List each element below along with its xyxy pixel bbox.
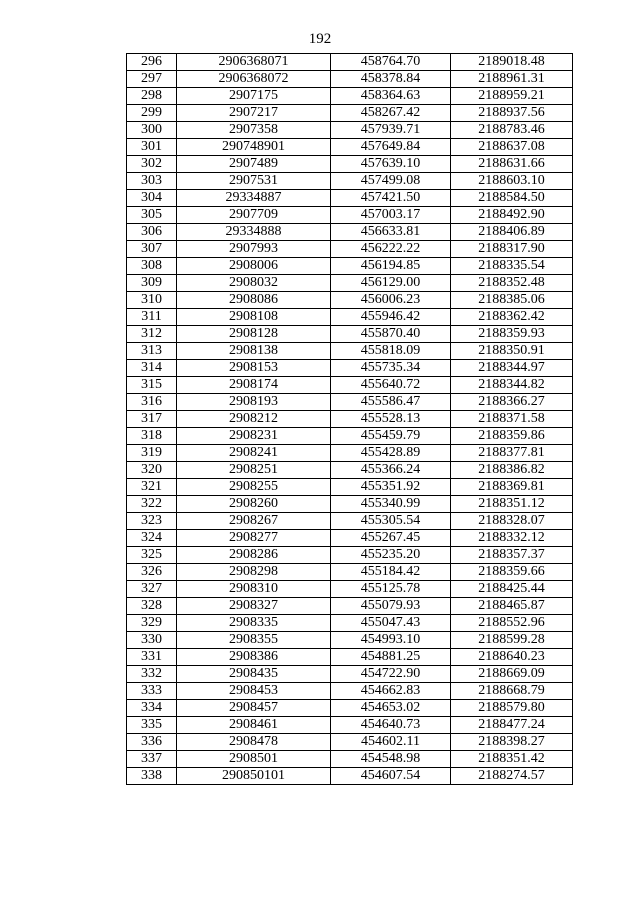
row-index-cell: 313: [127, 343, 177, 360]
x-coordinate-cell: 455735.34: [331, 360, 451, 377]
x-coordinate-cell: 454602.11: [331, 734, 451, 751]
point-id-cell: 29334887: [177, 190, 331, 207]
x-coordinate-cell: 457421.50: [331, 190, 451, 207]
y-coordinate-cell: 2188637.08: [451, 139, 573, 156]
x-coordinate-cell: 455870.40: [331, 326, 451, 343]
row-index-cell: 300: [127, 122, 177, 139]
table-row: [127, 224, 573, 241]
x-coordinate-cell: 455428.89: [331, 445, 451, 462]
point-id-cell: 2908260: [177, 496, 331, 513]
table-row: [127, 513, 573, 530]
point-id-cell: 2908457: [177, 700, 331, 717]
x-coordinate-cell: 455818.09: [331, 343, 451, 360]
table-row: [127, 547, 573, 564]
point-id-cell: 2908453: [177, 683, 331, 700]
x-coordinate-cell: 457639.10: [331, 156, 451, 173]
row-index-cell: 326: [127, 564, 177, 581]
x-coordinate-cell: 458378.84: [331, 71, 451, 88]
x-coordinate-cell: 457939.71: [331, 122, 451, 139]
y-coordinate-cell: 2188603.10: [451, 173, 573, 190]
y-coordinate-cell: 2188344.97: [451, 360, 573, 377]
x-coordinate-cell: 455946.42: [331, 309, 451, 326]
row-index-cell: 297: [127, 71, 177, 88]
row-index-cell: 329: [127, 615, 177, 632]
y-coordinate-cell: 2188599.28: [451, 632, 573, 649]
y-coordinate-cell: 2188783.46: [451, 122, 573, 139]
table-row: [127, 564, 573, 581]
table-row: [127, 700, 573, 717]
y-coordinate-cell: 2188425.44: [451, 581, 573, 598]
y-coordinate-cell: 2188579.80: [451, 700, 573, 717]
x-coordinate-cell: 455586.47: [331, 394, 451, 411]
row-index-cell: 317: [127, 411, 177, 428]
y-coordinate-cell: 2188668.79: [451, 683, 573, 700]
x-coordinate-cell: 455528.13: [331, 411, 451, 428]
y-coordinate-cell: 2188465.87: [451, 598, 573, 615]
row-index-cell: 332: [127, 666, 177, 683]
point-id-cell: 2908386: [177, 649, 331, 666]
x-coordinate-cell: 455459.79: [331, 428, 451, 445]
x-coordinate-cell: 457003.17: [331, 207, 451, 224]
y-coordinate-cell: 2188959.21: [451, 88, 573, 105]
y-coordinate-cell: 2188359.93: [451, 326, 573, 343]
table-row: [127, 122, 573, 139]
point-id-cell: 2908355: [177, 632, 331, 649]
table-row: [127, 615, 573, 632]
point-id-cell: 2907531: [177, 173, 331, 190]
x-coordinate-cell: 454662.83: [331, 683, 451, 700]
table-row: [127, 309, 573, 326]
table-row: [127, 394, 573, 411]
y-coordinate-cell: 2188351.12: [451, 496, 573, 513]
table-row: [127, 445, 573, 462]
x-coordinate-cell: 457649.84: [331, 139, 451, 156]
point-id-cell: 2908241: [177, 445, 331, 462]
table-row: [127, 190, 573, 207]
row-index-cell: 296: [127, 54, 177, 71]
row-index-cell: 330: [127, 632, 177, 649]
row-index-cell: 334: [127, 700, 177, 717]
point-id-cell: 290748901: [177, 139, 331, 156]
y-coordinate-cell: 2188359.86: [451, 428, 573, 445]
row-index-cell: 325: [127, 547, 177, 564]
point-id-cell: 2908478: [177, 734, 331, 751]
row-index-cell: 307: [127, 241, 177, 258]
row-index-cell: 302: [127, 156, 177, 173]
y-coordinate-cell: 2188631.66: [451, 156, 573, 173]
row-index-cell: 310: [127, 292, 177, 309]
x-coordinate-cell: 455047.43: [331, 615, 451, 632]
x-coordinate-cell: 455267.45: [331, 530, 451, 547]
x-coordinate-cell: 454607.54: [331, 768, 451, 785]
table-row: [127, 649, 573, 666]
x-coordinate-cell: 454640.73: [331, 717, 451, 734]
point-id-cell: 2908153: [177, 360, 331, 377]
row-index-cell: 316: [127, 394, 177, 411]
row-index-cell: 298: [127, 88, 177, 105]
table-row: [127, 207, 573, 224]
row-index-cell: 312: [127, 326, 177, 343]
table-row: [127, 360, 573, 377]
y-coordinate-cell: 2188669.09: [451, 666, 573, 683]
row-index-cell: 322: [127, 496, 177, 513]
point-id-cell: 2906368072: [177, 71, 331, 88]
y-coordinate-cell: 2189018.48: [451, 54, 573, 71]
table-row: [127, 632, 573, 649]
row-index-cell: 333: [127, 683, 177, 700]
y-coordinate-cell: 2188371.58: [451, 411, 573, 428]
y-coordinate-cell: 2188362.42: [451, 309, 573, 326]
x-coordinate-cell: 456006.23: [331, 292, 451, 309]
point-id-cell: 2908086: [177, 292, 331, 309]
point-id-cell: 2908267: [177, 513, 331, 530]
y-coordinate-cell: 2188937.56: [451, 105, 573, 122]
y-coordinate-cell: 2188369.81: [451, 479, 573, 496]
row-index-cell: 305: [127, 207, 177, 224]
table-row: [127, 88, 573, 105]
x-coordinate-cell: 454993.10: [331, 632, 451, 649]
y-coordinate-cell: 2188274.57: [451, 768, 573, 785]
table-row: [127, 581, 573, 598]
point-id-cell: 2908212: [177, 411, 331, 428]
row-index-cell: 301: [127, 139, 177, 156]
table-row: [127, 54, 573, 71]
row-index-cell: 328: [127, 598, 177, 615]
y-coordinate-cell: 2188961.31: [451, 71, 573, 88]
row-index-cell: 308: [127, 258, 177, 275]
table-row: [127, 428, 573, 445]
x-coordinate-cell: 454881.25: [331, 649, 451, 666]
y-coordinate-cell: 2188332.12: [451, 530, 573, 547]
point-id-cell: 2907489: [177, 156, 331, 173]
row-index-cell: 309: [127, 275, 177, 292]
y-coordinate-cell: 2188640.23: [451, 649, 573, 666]
point-id-cell: 2907709: [177, 207, 331, 224]
x-coordinate-cell: 455640.72: [331, 377, 451, 394]
y-coordinate-cell: 2188406.89: [451, 224, 573, 241]
table-row: [127, 479, 573, 496]
x-coordinate-cell: 455125.78: [331, 581, 451, 598]
table-row: [127, 275, 573, 292]
row-index-cell: 321: [127, 479, 177, 496]
x-coordinate-cell: 458267.42: [331, 105, 451, 122]
x-coordinate-cell: 454548.98: [331, 751, 451, 768]
point-id-cell: 2908006: [177, 258, 331, 275]
x-coordinate-cell: 456222.22: [331, 241, 451, 258]
coordinates-table: [126, 53, 573, 785]
point-id-cell: 2908435: [177, 666, 331, 683]
row-index-cell: 306: [127, 224, 177, 241]
point-id-cell: 2908128: [177, 326, 331, 343]
point-id-cell: 2908298: [177, 564, 331, 581]
point-id-cell: 2908108: [177, 309, 331, 326]
y-coordinate-cell: 2188335.54: [451, 258, 573, 275]
row-index-cell: 335: [127, 717, 177, 734]
x-coordinate-cell: 455351.92: [331, 479, 451, 496]
point-id-cell: 2908286: [177, 547, 331, 564]
y-coordinate-cell: 2188317.90: [451, 241, 573, 258]
x-coordinate-cell: 455184.42: [331, 564, 451, 581]
row-index-cell: 304: [127, 190, 177, 207]
point-id-cell: 2908193: [177, 394, 331, 411]
y-coordinate-cell: 2188386.82: [451, 462, 573, 479]
row-index-cell: 320: [127, 462, 177, 479]
table-row: [127, 768, 573, 785]
y-coordinate-cell: 2188398.27: [451, 734, 573, 751]
row-index-cell: 327: [127, 581, 177, 598]
row-index-cell: 336: [127, 734, 177, 751]
y-coordinate-cell: 2188366.27: [451, 394, 573, 411]
y-coordinate-cell: 2188344.82: [451, 377, 573, 394]
row-index-cell: 319: [127, 445, 177, 462]
point-id-cell: 2907175: [177, 88, 331, 105]
x-coordinate-cell: 455235.20: [331, 547, 451, 564]
table-row: [127, 411, 573, 428]
coordinates-table-body: [127, 54, 573, 785]
row-index-cell: 338: [127, 768, 177, 785]
table-row: [127, 258, 573, 275]
row-index-cell: 318: [127, 428, 177, 445]
point-id-cell: 2908335: [177, 615, 331, 632]
table-row: [127, 292, 573, 309]
y-coordinate-cell: 2188584.50: [451, 190, 573, 207]
x-coordinate-cell: 455366.24: [331, 462, 451, 479]
table-row: [127, 496, 573, 513]
y-coordinate-cell: 2188328.07: [451, 513, 573, 530]
y-coordinate-cell: 2188350.91: [451, 343, 573, 360]
x-coordinate-cell: 458364.63: [331, 88, 451, 105]
row-index-cell: 314: [127, 360, 177, 377]
table-row: [127, 377, 573, 394]
table-row: [127, 343, 573, 360]
row-index-cell: 315: [127, 377, 177, 394]
y-coordinate-cell: 2188492.90: [451, 207, 573, 224]
table-row: [127, 173, 573, 190]
y-coordinate-cell: 2188377.81: [451, 445, 573, 462]
y-coordinate-cell: 2188477.24: [451, 717, 573, 734]
table-row: [127, 156, 573, 173]
table-row: [127, 734, 573, 751]
table-row: [127, 139, 573, 156]
x-coordinate-cell: 458764.70: [331, 54, 451, 71]
point-id-cell: 2908327: [177, 598, 331, 615]
x-coordinate-cell: 454653.02: [331, 700, 451, 717]
point-id-cell: 2908255: [177, 479, 331, 496]
row-index-cell: 323: [127, 513, 177, 530]
row-index-cell: 331: [127, 649, 177, 666]
point-id-cell: 2908461: [177, 717, 331, 734]
table-row: [127, 598, 573, 615]
table-row: [127, 751, 573, 768]
point-id-cell: 2908501: [177, 751, 331, 768]
point-id-cell: 2908277: [177, 530, 331, 547]
point-id-cell: 290850101: [177, 768, 331, 785]
table-row: [127, 530, 573, 547]
x-coordinate-cell: 457499.08: [331, 173, 451, 190]
table-row: [127, 326, 573, 343]
point-id-cell: 29334888: [177, 224, 331, 241]
point-id-cell: 2908251: [177, 462, 331, 479]
x-coordinate-cell: 455079.93: [331, 598, 451, 615]
point-id-cell: 2908032: [177, 275, 331, 292]
table-row: [127, 717, 573, 734]
x-coordinate-cell: 456633.81: [331, 224, 451, 241]
row-index-cell: 324: [127, 530, 177, 547]
x-coordinate-cell: 456129.00: [331, 275, 451, 292]
row-index-cell: 303: [127, 173, 177, 190]
point-id-cell: 2907217: [177, 105, 331, 122]
page-number: 192: [308, 31, 332, 47]
x-coordinate-cell: 456194.85: [331, 258, 451, 275]
y-coordinate-cell: 2188351.42: [451, 751, 573, 768]
point-id-cell: 2908174: [177, 377, 331, 394]
point-id-cell: 2907358: [177, 122, 331, 139]
y-coordinate-cell: 2188552.96: [451, 615, 573, 632]
row-index-cell: 299: [127, 105, 177, 122]
table-row: [127, 241, 573, 258]
x-coordinate-cell: 454722.90: [331, 666, 451, 683]
y-coordinate-cell: 2188359.66: [451, 564, 573, 581]
y-coordinate-cell: 2188385.06: [451, 292, 573, 309]
x-coordinate-cell: 455340.99: [331, 496, 451, 513]
point-id-cell: 2906368071: [177, 54, 331, 71]
y-coordinate-cell: 2188357.37: [451, 547, 573, 564]
point-id-cell: 2908231: [177, 428, 331, 445]
point-id-cell: 2908310: [177, 581, 331, 598]
point-id-cell: 2908138: [177, 343, 331, 360]
x-coordinate-cell: 455305.54: [331, 513, 451, 530]
table-row: [127, 683, 573, 700]
table-row: [127, 666, 573, 683]
table-row: [127, 71, 573, 88]
row-index-cell: 311: [127, 309, 177, 326]
y-coordinate-cell: 2188352.48: [451, 275, 573, 292]
table-row: [127, 462, 573, 479]
row-index-cell: 337: [127, 751, 177, 768]
table-row: [127, 105, 573, 122]
point-id-cell: 2907993: [177, 241, 331, 258]
